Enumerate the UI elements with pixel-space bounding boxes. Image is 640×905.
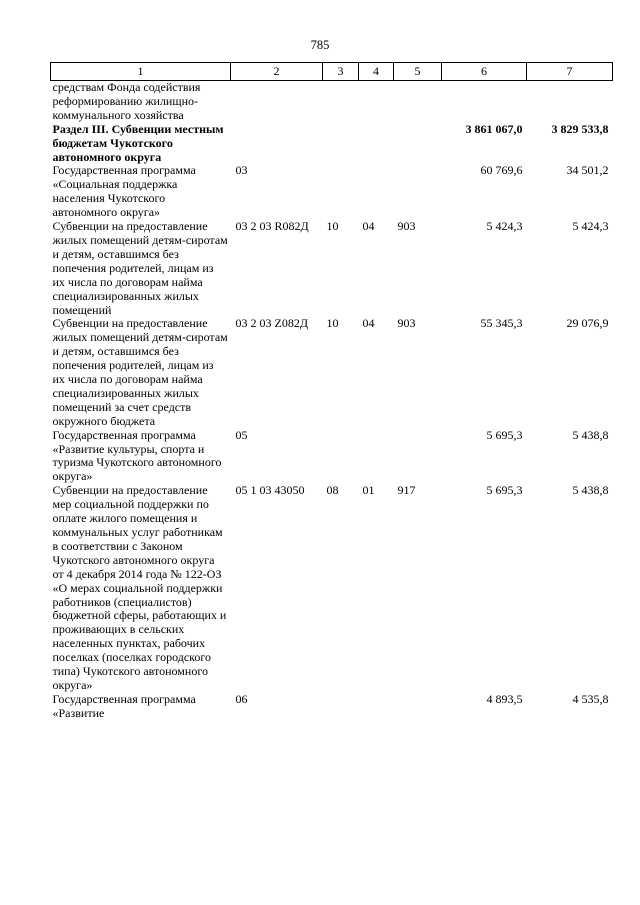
row-amount-col7: 5 438,8 (572, 427, 609, 442)
row-description: Государственная программа «Развитие культуры, спорта и туризма Чукотского автономного округа» (52, 427, 222, 484)
row-description: средствам Фонда содействия реформированию жилищно-коммунального хозяйства (52, 80, 201, 122)
table-row (51, 123, 613, 165)
row-subsection: 01 (362, 483, 375, 498)
budget-table (50, 62, 613, 721)
column-header-3: 3 (323, 63, 359, 81)
row-department (394, 164, 442, 220)
row-subsection (359, 429, 394, 485)
row-section (323, 693, 359, 721)
row-description: Государственная программа «Развитие (52, 691, 196, 720)
row-description: Субвенции на предоставление мер социальной поддержки по оплате жилого помещения и коммунальных услуг работникам в соответствии с Законом Чукотского автономного округа от 4 декабря 2014 года № 122-ОЗ «О мерах социальной поддержки работников (специалистов) бюджетной сферы, работающих и проживающих в сельских населенных пунктах, рабочих поселках (поселках городского типа) Чукотского автономного округа» (52, 483, 227, 692)
row-amount-col6: 5 695,3 (486, 483, 523, 498)
row-code: 05 (235, 427, 248, 442)
row-department (394, 81, 442, 123)
row-amount-col6: 60 769,6 (480, 163, 523, 178)
row-description: Государственная программа «Социальная поддержка населения Чукотского автономного округа» (52, 163, 196, 220)
row-amount-col6: 3 861 067,0 (465, 121, 523, 136)
table-row (51, 164, 613, 220)
row-amount-col7: 34 501,2 (566, 163, 609, 178)
row-description: Субвенции на предоставление жилых помещений детям-сиротам и детям, оставшимся без попечения родителей, лицам из их числа по договорам найма специализированных жилых помещений за счет средств окружного бюджета (52, 316, 228, 428)
column-header-7: 7 (527, 63, 613, 81)
row-amount-col6 (442, 81, 527, 123)
row-subsection (359, 81, 394, 123)
row-subsection (359, 693, 394, 721)
row-code: 05 1 03 43050 (235, 483, 305, 498)
row-section (323, 429, 359, 485)
column-header-2: 2 (231, 63, 323, 81)
column-header-4: 4 (359, 63, 394, 81)
row-section: 10 (326, 219, 339, 234)
row-department (394, 429, 442, 485)
table-row (51, 693, 613, 721)
row-section: 08 (326, 483, 339, 498)
row-section (323, 164, 359, 220)
page-number: 785 (310, 38, 330, 52)
row-subsection (359, 123, 394, 165)
row-amount-col6: 4 893,5 (486, 691, 523, 706)
row-subsection: 04 (362, 316, 375, 331)
row-amount-col7: 5 438,8 (572, 483, 609, 498)
row-amount-col6: 5 424,3 (486, 219, 523, 234)
row-code: 03 2 03 R082Д (235, 219, 309, 234)
row-code (231, 81, 323, 123)
column-header-1: 1 (51, 63, 231, 81)
row-amount-col7 (527, 81, 613, 123)
row-section (323, 81, 359, 123)
column-header-5: 5 (394, 63, 442, 81)
row-subsection: 04 (362, 219, 375, 234)
table-row (51, 484, 613, 693)
table-row (51, 81, 613, 123)
row-code: 03 (235, 163, 248, 178)
row-amount-col6: 55 345,3 (480, 316, 523, 331)
row-department (394, 693, 442, 721)
row-amount-col6: 5 695,3 (486, 427, 523, 442)
column-header-6: 6 (442, 63, 527, 81)
row-department: 903 (397, 219, 416, 234)
table-row (51, 317, 613, 428)
row-section (323, 123, 359, 165)
table-row (51, 220, 613, 317)
row-department: 917 (397, 483, 416, 498)
table-row (51, 429, 613, 485)
row-description: Субвенции на предоставление жилых помещений детям-сиротам и детям, оставшимся без попечения родителей, лицам из их числа по договорам найма специализированных жилых помещений (52, 219, 228, 317)
row-department (394, 123, 442, 165)
row-section: 10 (326, 316, 339, 331)
row-subsection (359, 164, 394, 220)
row-amount-col7: 5 424,3 (572, 219, 609, 234)
row-amount-col7: 4 535,8 (572, 691, 609, 706)
row-department: 903 (397, 316, 416, 331)
table-body (51, 81, 613, 721)
row-code (231, 123, 323, 165)
row-code: 03 2 03 Z082Д (235, 316, 309, 331)
row-description: Раздел III. Субвенции местным бюджетам Чукотского автономного округа (52, 121, 224, 164)
row-amount-col7: 3 829 533,8 (551, 121, 609, 136)
column-header-row (51, 63, 613, 81)
row-amount-col7: 29 076,9 (566, 316, 609, 331)
row-code: 06 (235, 691, 248, 706)
